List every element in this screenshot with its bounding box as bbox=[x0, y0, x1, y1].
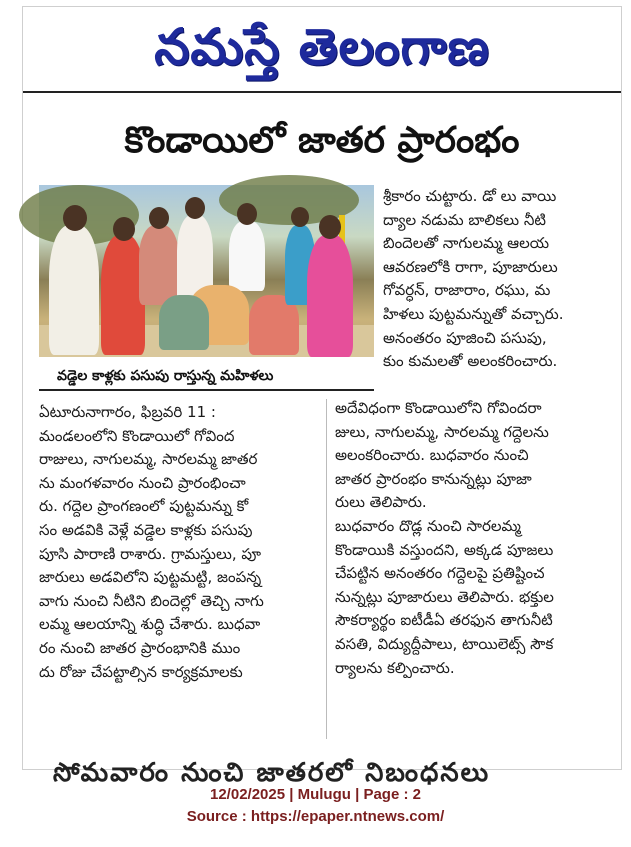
text-line: ర్యాలను కల్పించారు. bbox=[335, 658, 455, 677]
text-line: పూసి పారాణి రాశారు. గ్రామస్తులు, పూ bbox=[39, 544, 261, 563]
text-line: గోవర్ధన్, రాజారాం, రఘు, మ bbox=[383, 281, 551, 300]
text-line: సం అడవికి వెళ్లే వడ్డెల కాళ్లకు పసుపు bbox=[39, 520, 253, 539]
text-line: ఆవరణలోకి రాగా, పూజారులు bbox=[383, 257, 558, 276]
text-line: ద్యాల నడుమ బాలికలు నీటి bbox=[383, 210, 546, 229]
masthead: నమస్తే తెలంగాణ bbox=[154, 18, 490, 76]
text-line: చేపట్టిన అనంతరం గద్దెలపై ప్రతిష్టించ bbox=[335, 564, 545, 583]
column-divider bbox=[326, 399, 327, 739]
newspaper-clipping bbox=[22, 6, 622, 788]
footer-date-line: 12/02/2025 | Mulugu | Page : 2 bbox=[210, 786, 421, 803]
text-line: బిందెలతో నాగులమ్మ ఆలయ bbox=[383, 234, 550, 253]
article-column-left bbox=[39, 401, 357, 684]
text-line: లమ్మ ఆలయాన్ని శుద్ధి చేశారు. బుధవా bbox=[39, 615, 261, 634]
text-line: జారులు అడవిలోని పుట్టమట్టి, జంపన్న bbox=[39, 568, 262, 587]
text-line: వాగు నుంచి నీటిని బిందెల్లో తెచ్చి నాగు bbox=[39, 591, 264, 610]
text-line: రాజులు, నాగులమ్మ, సారలమ్మ జాతర bbox=[39, 450, 258, 469]
article-column-right-top bbox=[383, 185, 608, 374]
text-line: హిళలు పుట్టమన్నుతో వచ్చారు. bbox=[383, 304, 564, 323]
text-line: బుధవారం దొడ్ల నుంచి సారలమ్మ bbox=[335, 516, 521, 535]
text-line: మండలంలోని కొండాయిలో గోవింద bbox=[39, 426, 235, 445]
text-line: అనంతరం పూజించి పసుపు, bbox=[383, 328, 547, 347]
text-line: రం నుంచి జాతర ప్రారంభానికి ముం bbox=[39, 638, 241, 657]
text-line: ను మంగళవారం నుంచి ప్రారంభించా bbox=[39, 473, 246, 492]
text-line: జాతర ప్రారంభం కానున్నట్లు పూజా bbox=[335, 469, 532, 488]
footer-source-line: Source : https://epaper.ntnews.com/ bbox=[186, 808, 445, 825]
text-line: అదేవిధంగా కొండాయిలోని గోవిందరా bbox=[335, 399, 542, 417]
text-line: ఏటూరునాగారం, ఫిబ్రవరి 11 : bbox=[39, 403, 216, 421]
text-line: దు రోజు చేపట్టాల్సిన కార్యక్రమాలకు bbox=[39, 662, 243, 681]
text-line: నున్నట్లు పూజారులు తెలిపారు. భక్తుల bbox=[335, 587, 554, 606]
next-article-headline-fragment: సోమవారం నుంచి జాతరలో నిబంధనలు bbox=[53, 758, 491, 788]
text-line: కొండాయికి వస్తుందని, అక్కడ పూజలు bbox=[335, 540, 554, 559]
news-photo bbox=[39, 185, 374, 357]
text-line: జులు, నాగులమ్మ, సారలమ్మ గద్దెలను bbox=[335, 422, 549, 441]
text-line: రులు తెలిపారు. bbox=[335, 493, 427, 512]
text-line: సౌకర్యార్థం ఐటీడీఏ తరఫున తాగునీటి bbox=[335, 611, 553, 630]
article-column-right-bottom bbox=[335, 397, 611, 680]
text-line: అలంకరించారు. బుధవారం నుంచి bbox=[335, 446, 529, 465]
text-line: రు. గద్దెల ప్రాంగణంలో పుట్టమన్ను కో bbox=[39, 497, 249, 516]
headline: కొండాయిలో జాతర ప్రారంభం bbox=[124, 120, 520, 161]
text-line: వసతి, విద్యుద్దీపాలు, టాయిలెట్స్ సౌక bbox=[335, 634, 554, 653]
photo-caption: వడ్డెల కాళ్లకు పసుపు రాస్తున్న మహిళలు bbox=[39, 361, 374, 391]
text-line: శ్రీకారం చుట్టారు. డో లు వాయి bbox=[383, 187, 557, 205]
masthead-rule bbox=[23, 91, 621, 93]
text-line: కుం కుమలతో అలంకరించారు. bbox=[383, 352, 558, 371]
